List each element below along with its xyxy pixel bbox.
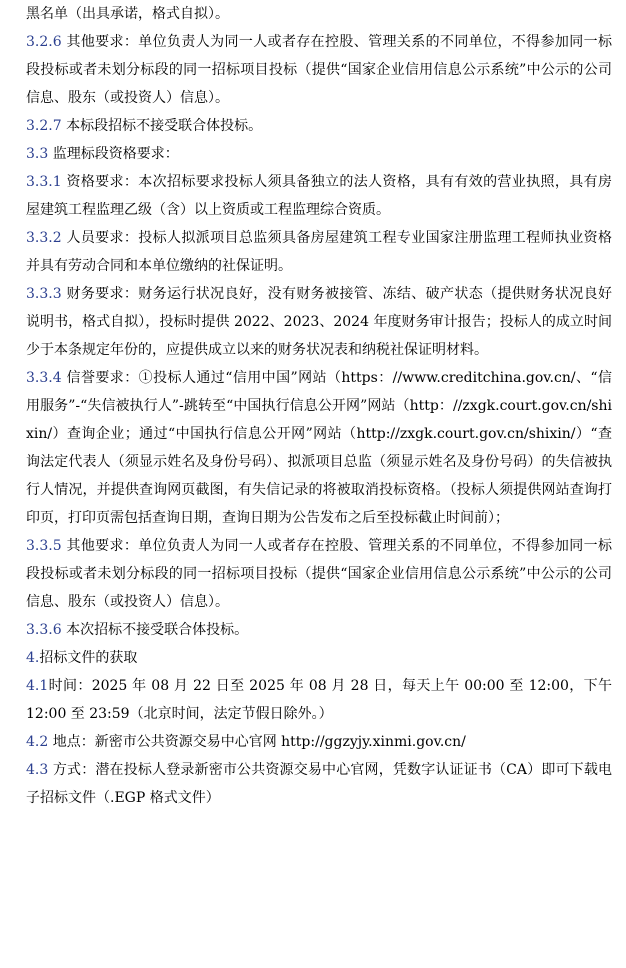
paragraph-text: 其他要求：单位负责人为同一人或者存在控股、管理关系的不同单位，不得参加同一标段投标或者未划分标段的同一招标项目投标（提供“国家企业信用信息公示系统”中公示的公司信息、股东（或投资人）信息）。 (26, 34, 613, 106)
section-number: 3.2.7 (26, 118, 62, 134)
paragraph-text: 本标段招标不接受联合体投标。 (66, 118, 263, 134)
section-number: 3.3 (26, 146, 49, 162)
paragraph-4-1 (26, 672, 612, 728)
section-number: 3.3.6 (26, 622, 62, 638)
paragraph-3-3-3 (26, 280, 612, 364)
section-number: 3.2.6 (26, 34, 62, 50)
heading-4 (26, 644, 612, 672)
paragraph-4-2 (26, 728, 612, 756)
paragraph-text: 人员要求：投标人拟派项目总监须具备房屋建筑工程专业国家注册监理工程师执业资格并具有劳动合同和本单位缴纳的社保证明。 (26, 230, 613, 274)
section-number: 4.3 (26, 762, 49, 778)
paragraph-text: 黑名单（出具承诺，格式自拟）。 (26, 6, 229, 22)
paragraph-blacklist-continued (26, 0, 612, 28)
paragraph-3-3-6 (26, 616, 612, 644)
paragraph-3-2-6 (26, 28, 612, 112)
paragraph-3-3-5 (26, 532, 612, 616)
paragraph-text: 财务要求：财务运行状况良好，没有财务被接管、冻结、破产状态（提供财务状况良好说明书，格式自拟），投标时提供 2022、2023、2024 年度财务审计报告；投标人的成立时间少于本条规定年份的，应提供成立以来的财务状况表和纳税社保证明材料。 (26, 286, 613, 358)
paragraph-text: 本次招标不接受联合体投标。 (66, 622, 249, 638)
section-number: 3.3.3 (26, 286, 62, 302)
paragraph-3-3-1 (26, 168, 612, 224)
paragraph-3-3-4 (26, 364, 612, 532)
section-number: 4. (26, 650, 40, 666)
section-number: 3.3.5 (26, 538, 62, 554)
paragraph-3-3 (26, 140, 612, 168)
paragraph-4-3 (26, 756, 612, 812)
paragraph-text: 监理标段资格要求： (52, 146, 179, 162)
paragraph-text: 方式：潜在投标人登录新密市公共资源交易中心官网，凭数字认证证书（CA）即可下载电子招标文件（.EGP 格式文件） (26, 762, 612, 806)
paragraph-text: 时间：2025 年 08 月 22 日至 2025 年 08 月 28 日，每天上午 00:00 至 12:00，下午 12:00 至 23:59（北京时间，法定节假日除外。） (26, 678, 612, 722)
section-number: 3.3.2 (26, 230, 62, 246)
paragraph-text: 其他要求：单位负责人为同一人或者存在控股、管理关系的不同单位，不得参加同一标段投标或者未划分标段的同一招标项目投标（提供“国家企业信用信息公示系统”中公示的公司信息、股东（或投资人）信息）。 (26, 538, 613, 610)
paragraph-text: 地点：新密市公共资源交易中心官网 http://ggzyjy.xinmi.gov.cn/ (52, 734, 466, 750)
section-number: 3.3.4 (26, 370, 62, 386)
section-number: 4.2 (26, 734, 49, 750)
paragraph-text: 资格要求：本次招标要求投标人须具备独立的法人资格，具有有效的营业执照，具有房屋建筑工程监理乙级（含）以上资质或工程监理综合资质。 (26, 174, 613, 218)
paragraph-3-2-7 (26, 112, 612, 140)
paragraph-text: 信誉要求：①投标人通过“信用中国”网站（https：//www.creditchina.gov.cn/、“信用服务”-“失信被执行人”-跳转至“中国执行信息公开网”网站（http：//zxgk.court.gov.cn/shixin/）查询企业；通过“中国执行信息公开网”网站（http://zxgk.court.gov.cn/shixin/）“查询法定代表人（须显示姓名及身份号码）、拟派项目总监（须显示姓名及身份号码）的失信被执行人情况，并提供查询网页截图，有失信记录的将被取消投标资格。（投标人须提供网站查询打印页，打印页需包括查询日期，查询日期为公告发布之后至投标截止时间前）； (26, 370, 612, 526)
section-number: 3.3.1 (26, 174, 62, 190)
heading-text: 招标文件的获取 (39, 650, 138, 666)
section-number: 4.1 (26, 678, 49, 694)
paragraph-3-3-2 (26, 224, 612, 280)
